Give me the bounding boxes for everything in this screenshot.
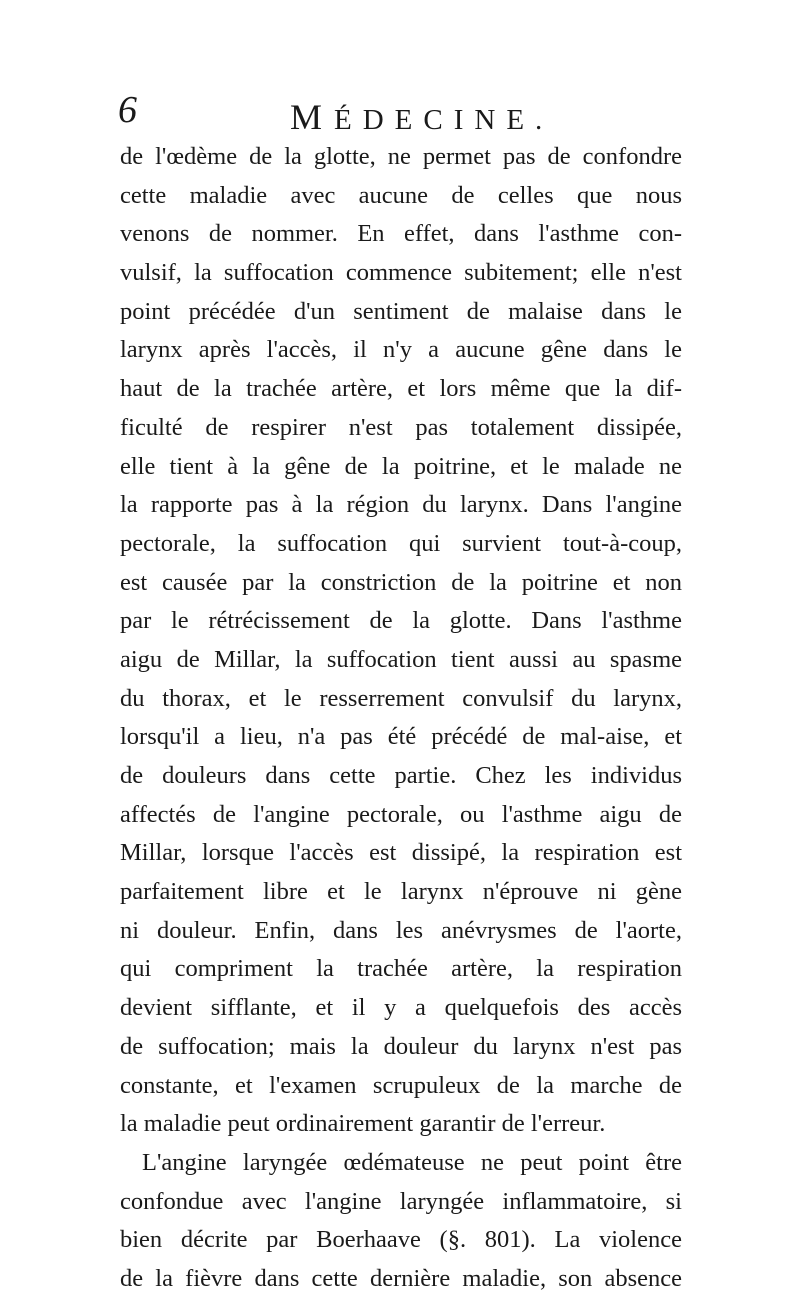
running-head-initial: M <box>290 97 335 137</box>
text-line: de la fièvre dans cette dernière maladie, son absence <box>120 1264 682 1292</box>
text-line: de douleurs dans cette partie. Chez les individus <box>120 762 682 789</box>
page-number: 6 <box>118 89 137 131</box>
text-line: point précédée d'un sentiment de malaise dans le <box>120 297 682 325</box>
text-line: lorsqu'il a lieu, n'a pas été précédé de mal-aise, et <box>120 723 682 751</box>
text-line: la rapporte pas à la région du larynx. Dans l'angine <box>120 491 682 519</box>
text-line: de suffocation; mais la douleur du larynx n'est pas <box>120 1032 682 1060</box>
text-line: cette maladie avec aucune de celles que nous <box>120 181 682 209</box>
text-line: la maladie peut ordinairement garantir de l'erreur. <box>120 1110 606 1138</box>
text-line: venons de nommer. En effet, dans l'asthme con- <box>120 220 682 248</box>
text-line: ficulté de respirer n'est pas totalement dissipée, <box>120 413 682 441</box>
text-line: ni douleur. Enfin, dans les anévrysmes de l'aorte, <box>120 916 682 944</box>
text-line: constante, et l'examen scrupuleux de la marche de <box>120 1071 682 1099</box>
page-header <box>118 84 688 137</box>
text-line: Millar, lorsque l'accès est dissipé, la respiration est <box>120 839 682 867</box>
running-head-rest: ÉDECINE. <box>334 104 554 136</box>
text-line: affectés de l'angine pectorale, ou l'asthme aigu de <box>120 800 682 828</box>
text-line: haut de la trachée artère, et lors même que la dif- <box>120 375 682 403</box>
body-text <box>120 138 682 1299</box>
running-head <box>290 96 553 138</box>
text-line: confondue avec l'angine laryngée inflammatoire, si <box>120 1187 682 1215</box>
text-line: vulsif, la suffocation commence subitement; elle n'est <box>120 259 682 287</box>
text-line: du thorax, et le resserrement convulsif du larynx, <box>120 684 682 712</box>
text-line: est causée par la constriction de la poitrine et non <box>120 568 682 596</box>
text-line: par le rétrécissement de la glotte. Dans l'asthme <box>120 607 682 635</box>
text-line: larynx après l'accès, il n'y a aucune gêne dans le <box>120 336 682 364</box>
text-line: bien décrite par Boerhaave (§. 801). La violence <box>120 1226 682 1254</box>
text-line: qui compriment la trachée artère, la respiration <box>120 955 682 983</box>
text-line: parfaitement libre et le larynx n'éprouve ni gène <box>120 878 682 906</box>
text-line: pectorale, la suffocation qui survient tout-à-coup, <box>120 529 682 557</box>
text-line: elle tient à la gêne de la poitrine, et le malade ne <box>120 452 682 480</box>
paragraph-first-line: L'angine laryngée œdémateuse ne peut point être <box>142 1148 682 1176</box>
text-line: aigu de Millar, la suffocation tient aussi au spasme <box>120 645 682 673</box>
text-line: de l'œdème de la glotte, ne permet pas de confondre <box>120 143 682 170</box>
text-line: devient sifflante, et il y a quelquefois des accès <box>120 994 682 1022</box>
